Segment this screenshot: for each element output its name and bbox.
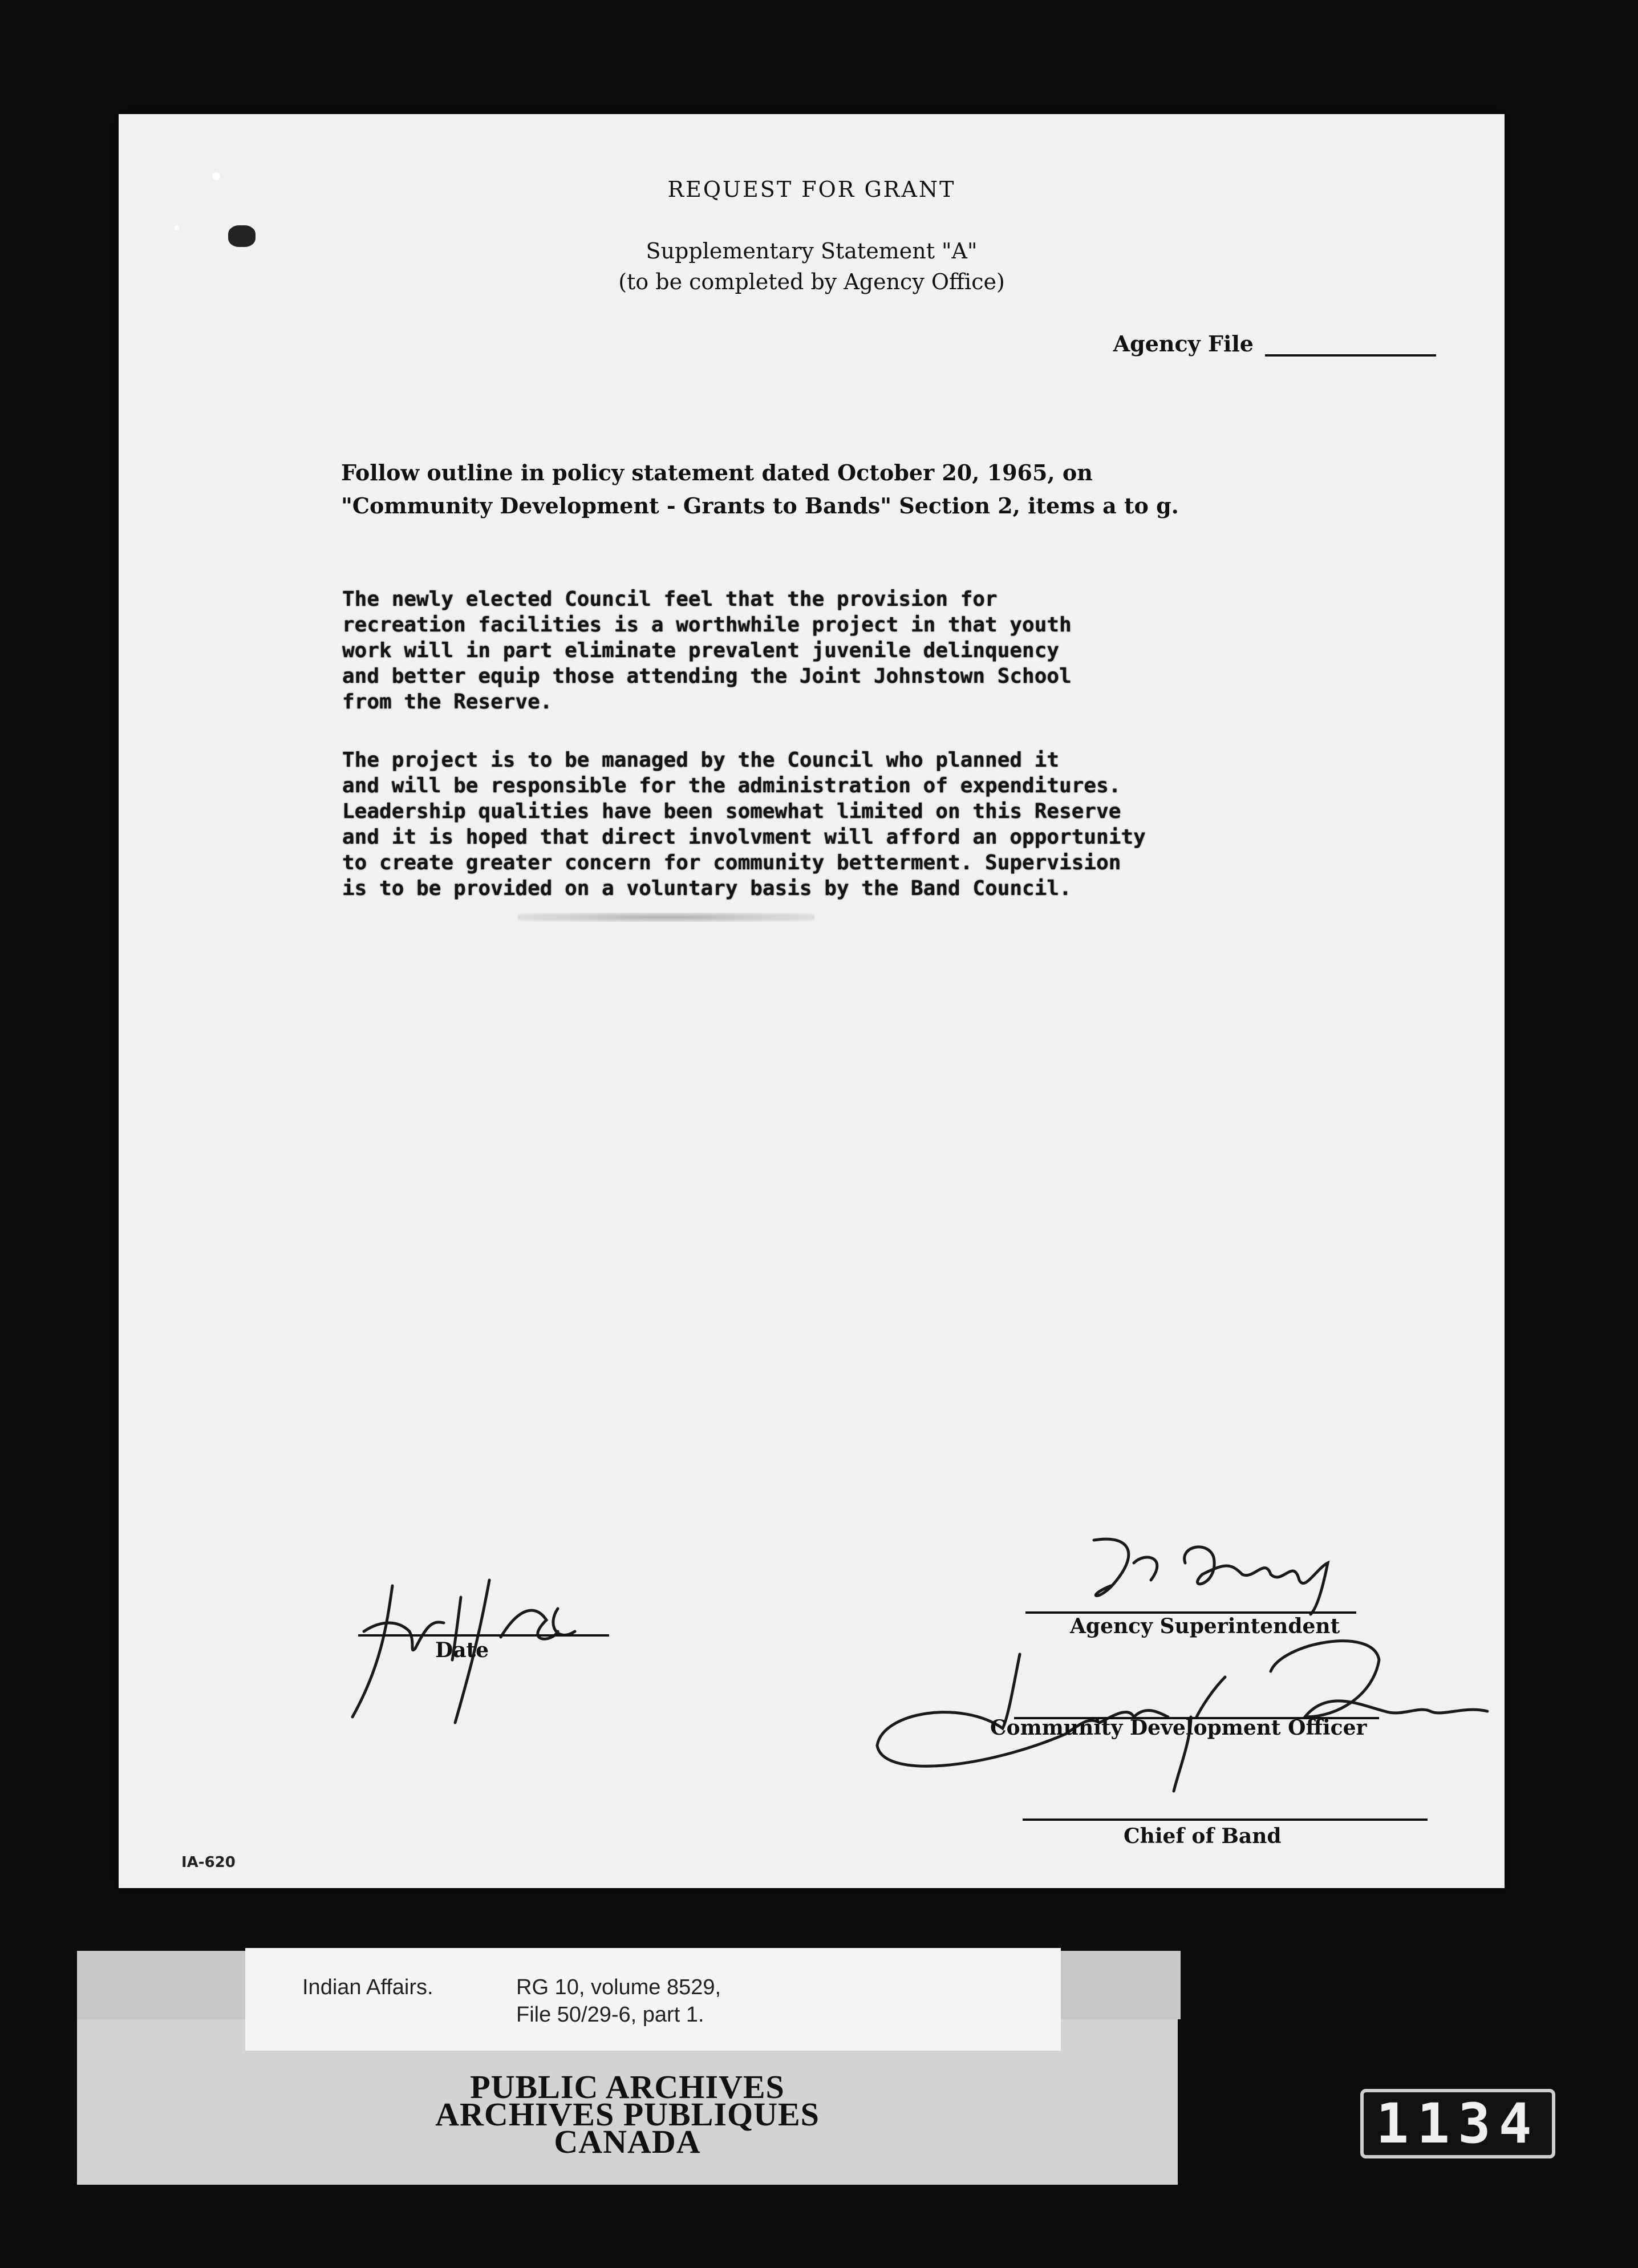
archive-rg: RG 10, volume 8529, — [516, 1975, 721, 1999]
date-line — [358, 1634, 609, 1637]
archive-label-tab-left — [77, 1951, 248, 2019]
date-label: Date — [435, 1638, 489, 1662]
document-title: REQUEST FOR GRANT — [667, 177, 956, 202]
film-speck — [228, 225, 256, 247]
agency-superintendent-label: Agency Superintendent — [1070, 1614, 1340, 1638]
archive-stamp-line-1: PUBLIC ARCHIVES — [470, 2068, 785, 2105]
agency-superintendent-signature — [1048, 1529, 1368, 1620]
archive-stamp-line-2: ARCHIVES PUBLIQUES — [435, 2096, 820, 2133]
archive-reference-card — [245, 1948, 1061, 2051]
instruction-line-2: "Community Development - Grants to Bands" Section 2, items a to g. — [341, 493, 1179, 519]
agency-file-field — [1113, 331, 1436, 357]
instructions — [341, 456, 1368, 523]
archive-label-tab-right — [1061, 1951, 1181, 2019]
film-speck — [174, 225, 179, 230]
archive-stamp-line-3: CANADA — [554, 2123, 701, 2160]
date-handwritten-value: July 11/66 — [330, 1563, 333, 1564]
ink-smudge — [518, 913, 814, 922]
frame-number: 1134 — [1360, 2089, 1555, 2158]
typed-paragraph-2: The project is to be managed by the Council who planned it and will be responsible for the administration of expenditures. Leadership qualities have been somewhat limited on this Reserve and it is hoped that direct involvment will afford an opportunity to create greater concern for community betterment. Supervision is to be provided on a voluntary basis by the Band Council. — [342, 748, 1146, 900]
film-speck — [212, 172, 220, 180]
document-page — [119, 114, 1505, 1888]
instruction-line-1: Follow outline in policy statement dated October 20, 1965, on — [341, 460, 1093, 485]
archive-file: File 50/29-6, part 1. — [516, 2003, 704, 2027]
chief-of-band-line — [1023, 1819, 1428, 1821]
agency-file-blank — [1265, 335, 1436, 357]
archive-agency: Indian Affairs. — [302, 1975, 433, 1999]
agency-file-label: Agency File — [1113, 331, 1254, 357]
chief-of-band-label: Chief of Band — [1124, 1824, 1282, 1848]
form-code: IA-620 — [181, 1854, 236, 1871]
typed-paragraph-1: The newly elected Council feel that the provision for recreation facilities is a worthwhile project in that youth work will in part eliminate prevalent juvenile delinquency and better equip those attending the Joint Johnstown School from the Reserve. — [342, 588, 1072, 714]
document-subtitle: Supplementary Statement "A" — [646, 238, 978, 264]
community-development-officer-handwritten: Lorne W. Brown — [871, 1620, 877, 1621]
agency-superintendent-line — [1025, 1611, 1356, 1614]
document-subnote: (to be completed by Agency Office) — [618, 269, 1005, 294]
community-development-officer-label: Community Development Officer — [990, 1716, 1367, 1740]
